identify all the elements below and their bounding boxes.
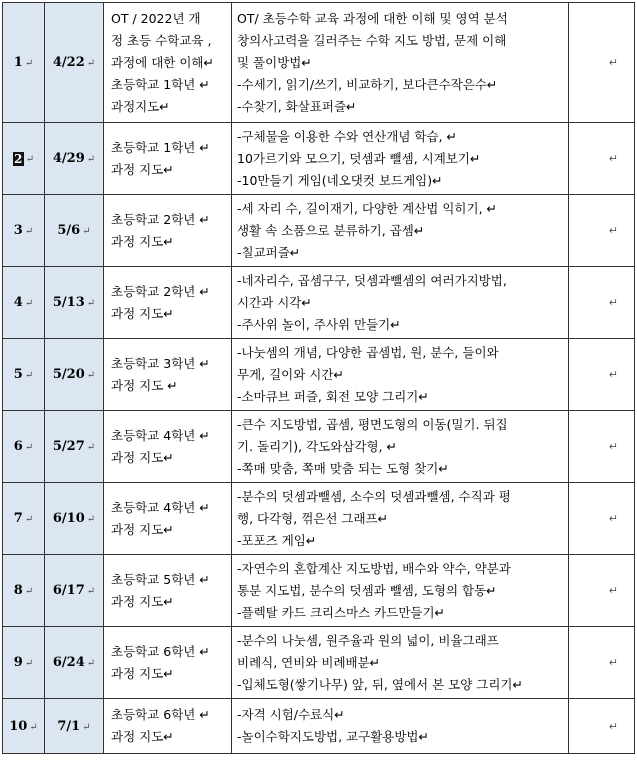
table-row [3,3,635,123]
cell-end-mark: ↵ [24,442,34,453]
content-line: 생활 속 소품으로 분류하기, 곱셈↵ [237,222,425,238]
cell-end-mark: ↵ [608,296,618,309]
content-line: -수세기, 읽기/쓰기, 비교하기, 보다큰수작은수↵ [237,76,498,92]
topic-line: OT / 2022년 개 [111,10,201,26]
content-line: -분수의 덧셈과뺄셈, 소수의 덧셈과뺄셈, 수직과 평 [237,488,511,504]
session-topic[interactable] [104,411,232,483]
note-cell[interactable] [569,195,635,267]
session-content[interactable] [232,483,569,555]
content-line: -나눗셈의 개념, 다양한 곱셈법, 원, 분수, 들이와 [237,344,499,360]
table-row [3,555,635,627]
note-cell[interactable] [569,123,635,195]
session-topic[interactable] [104,3,232,123]
topic-line: 초등학교 6학년 ↵ [111,707,210,722]
cell-end-mark: ↵ [24,514,34,525]
topic-line: 과정 지도↵ [111,305,174,321]
schedule-body [3,3,635,754]
topic-line: 과정지도↵ [111,98,170,114]
cell-end-mark: ↵ [24,226,34,237]
table-row [3,699,635,754]
session-number[interactable]: 1 ↵ [3,3,45,123]
session-number[interactable]: 6 ↵ [3,411,45,483]
table-row [3,267,635,339]
content-line: 비례식, 연비와 비례배분↵ [237,654,381,670]
cell-end-mark: ↵ [86,586,96,597]
topic-line: 과정 지도↵ [111,593,174,609]
topic-line: 과정 지도↵ [111,233,174,249]
content-line: -포포즈 게임↵ [237,532,317,548]
cell-end-mark: ↵ [25,154,35,165]
topic-line: 과정 지도↵ [111,161,174,177]
session-date[interactable]: 7/1 ↵ [45,699,104,754]
cell-end-mark: ↵ [608,656,618,669]
topic-line: 초등학교 1학년 ↵ [111,139,210,155]
topic-line: 초등학교 6학년 ↵ [111,643,210,659]
cell-end-mark: ↵ [86,370,96,381]
content-line: -주사위 놀이, 주사위 만들기↵ [237,316,401,332]
session-date[interactable]: 5/20 ↵ [45,339,104,411]
cell-end-mark: ↵ [86,298,96,309]
session-topic[interactable] [104,699,232,754]
session-content[interactable] [232,699,569,754]
cell-end-mark: ↵ [24,58,34,69]
topic-line: 초등학교 3학년 ↵ [111,355,210,371]
cell-end-mark: ↵ [608,584,618,597]
session-topic[interactable] [104,339,232,411]
session-date[interactable]: 6/24 ↵ [45,627,104,699]
session-topic[interactable] [104,555,232,627]
cell-end-mark: ↵ [608,512,618,525]
cell-end-mark: ↵ [86,442,96,453]
session-date[interactable]: 5/6 ↵ [45,195,104,267]
cell-end-mark: ↵ [86,58,96,69]
session-number[interactable]: 8 ↵ [3,555,45,627]
content-line: -자연수의 혼합계산 지도방법, 배수와 약수, 약분과 [237,560,511,576]
session-date[interactable]: 5/27 ↵ [45,411,104,483]
cell-end-mark: ↵ [608,152,618,165]
session-date[interactable]: 4/29 ↵ [45,123,104,195]
cell-end-mark: ↵ [24,658,34,669]
content-line: -큰수 지도방법, 곱셈, 평면도형의 이동(밀기. 뒤집 [237,416,508,432]
cell-end-mark: ↵ [86,658,96,669]
content-line: -수찾기, 화살표퍼즐↵ [237,98,357,114]
session-number[interactable]: 4 ↵ [3,267,45,339]
session-content[interactable] [232,555,569,627]
note-cell[interactable] [569,699,635,754]
session-content[interactable] [232,411,569,483]
session-content[interactable] [232,627,569,699]
content-line: 10가르기와 모으기, 덧셈과 뺄셈, 시계보기↵ [237,150,481,166]
note-cell[interactable] [569,627,635,699]
topic-line: 초등학교 4학년 ↵ [111,427,210,443]
session-number[interactable]: 9 ↵ [3,627,45,699]
topic-line: 초등학교 4학년 ↵ [111,499,210,515]
session-topic[interactable] [104,627,232,699]
content-line: -세 자리 수, 길이재기, 다양한 계산법 익히기, ↵ [237,200,497,216]
cell-end-mark: ↵ [86,154,96,165]
session-number[interactable]: 5 ↵ [3,339,45,411]
table-row [3,483,635,555]
cell-end-mark: ↵ [608,56,618,69]
table-row [3,411,635,483]
topic-line: 과정 지도↵ [111,521,174,537]
content-line: -분수의 나눗셈, 원주율과 원의 넓이, 비율그래프 [237,632,499,648]
session-date[interactable]: 6/17 ↵ [45,555,104,627]
session-topic[interactable] [104,123,232,195]
content-line: -소마큐브 퍼즐, 회전 모양 그리기↵ [237,388,429,404]
note-cell[interactable] [569,483,635,555]
session-number[interactable]: 10 ↵ [3,699,45,754]
session-topic[interactable] [104,483,232,555]
content-line: 무게, 길이와 시간↵ [237,366,344,382]
session-topic[interactable] [104,267,232,339]
table-row [3,339,635,411]
session-topic[interactable] [104,195,232,267]
cell-end-mark: ↵ [24,370,34,381]
content-line: 시간과 시각↵ [237,294,312,310]
cell-end-mark: ↵ [24,586,34,597]
content-line: -놀이수학지도방법, 교구활용방법↵ [237,729,429,744]
cell-end-mark: ↵ [608,440,618,453]
topic-line: 과정 지도↵ [111,729,174,744]
content-line: 기. 돌리기), 각도와삼각형, ↵ [237,438,397,454]
content-line: -칠교퍼즐↵ [237,244,301,260]
session-date[interactable]: 6/10 ↵ [45,483,104,555]
table-row [3,195,635,267]
cell-end-mark: ↵ [86,514,96,525]
topic-line: 초등학교 5학년 ↵ [111,571,210,587]
session-number[interactable]: 2 ↵ [3,123,45,195]
session-content[interactable] [232,339,569,411]
topic-line: 과정 지도 ↵ [111,377,178,393]
content-line: 통분 지도법, 분수의 덧셈과 뺄셈, 도형의 합동↵ [237,582,497,598]
cell-end-mark: ↵ [608,719,618,733]
session-content[interactable] [232,3,569,123]
cell-end-mark: ↵ [608,224,618,237]
note-cell[interactable] [569,339,635,411]
cell-end-mark: ↵ [608,368,618,381]
content-line: -쪽매 맞춤, 쪽매 맞춤 되는 도형 찾기↵ [237,460,449,476]
content-line: 창의사고력을 길러주는 수학 지도 방법, 문제 이해 [237,32,507,48]
topic-line: 초등학교 1학년 ↵ [111,76,210,92]
session-content[interactable] [232,267,569,339]
cell-end-mark: ↵ [29,721,38,733]
topic-line: 과정 지도↵ [111,449,174,465]
session-content[interactable] [232,123,569,195]
cell-end-mark: ↵ [24,298,34,309]
content-line: -플렉탈 카드 크리스마스 카드만들기↵ [237,604,446,620]
content-line: OT/ 초등수학 교육 과정에 대한 이해 및 영역 분석 [237,10,508,26]
topic-line: 과정 지도↵ [111,665,174,681]
content-line: -입체도형(쌓기나무) 앞, 뒤, 옆에서 본 모양 그리기↵ [237,676,523,692]
session-number[interactable]: 7 ↵ [3,483,45,555]
table-row [3,627,635,699]
note-cell[interactable] [569,411,635,483]
content-line: 행, 다각형, 꺾은선 그래프↵ [237,510,389,526]
session-number[interactable]: 3 ↵ [3,195,45,267]
cell-end-mark: ↵ [82,721,91,733]
topic-line: 과정에 대한 이해↵ [111,54,214,70]
note-cell[interactable] [569,555,635,627]
schedule-table [2,2,635,754]
note-cell[interactable] [569,267,635,339]
content-line: -10만들기 게임(네오댓컷 보드게임)↵ [237,172,443,188]
content-line: -네자리수, 곱셈구구, 덧셈과뺄셈의 여러가지방법, [237,272,507,288]
content-line: 및 풀이방법↵ [237,54,312,70]
note-cell[interactable] [569,3,635,123]
session-content[interactable] [232,195,569,267]
session-date[interactable]: 4/22 ↵ [45,3,104,123]
topic-line: 초등학교 2학년 ↵ [111,283,210,299]
table-row [3,123,635,195]
content-line: -구체물을 이용한 수와 연산개념 학습, ↵ [237,128,457,144]
topic-line: 초등학교 2학년 ↵ [111,211,210,227]
content-line: -자격 시험/수료식↵ [237,707,345,722]
session-date[interactable]: 5/13 ↵ [45,267,104,339]
cell-end-mark: ↵ [82,226,91,237]
topic-line: 정 초등 수학교육 , [111,32,212,48]
